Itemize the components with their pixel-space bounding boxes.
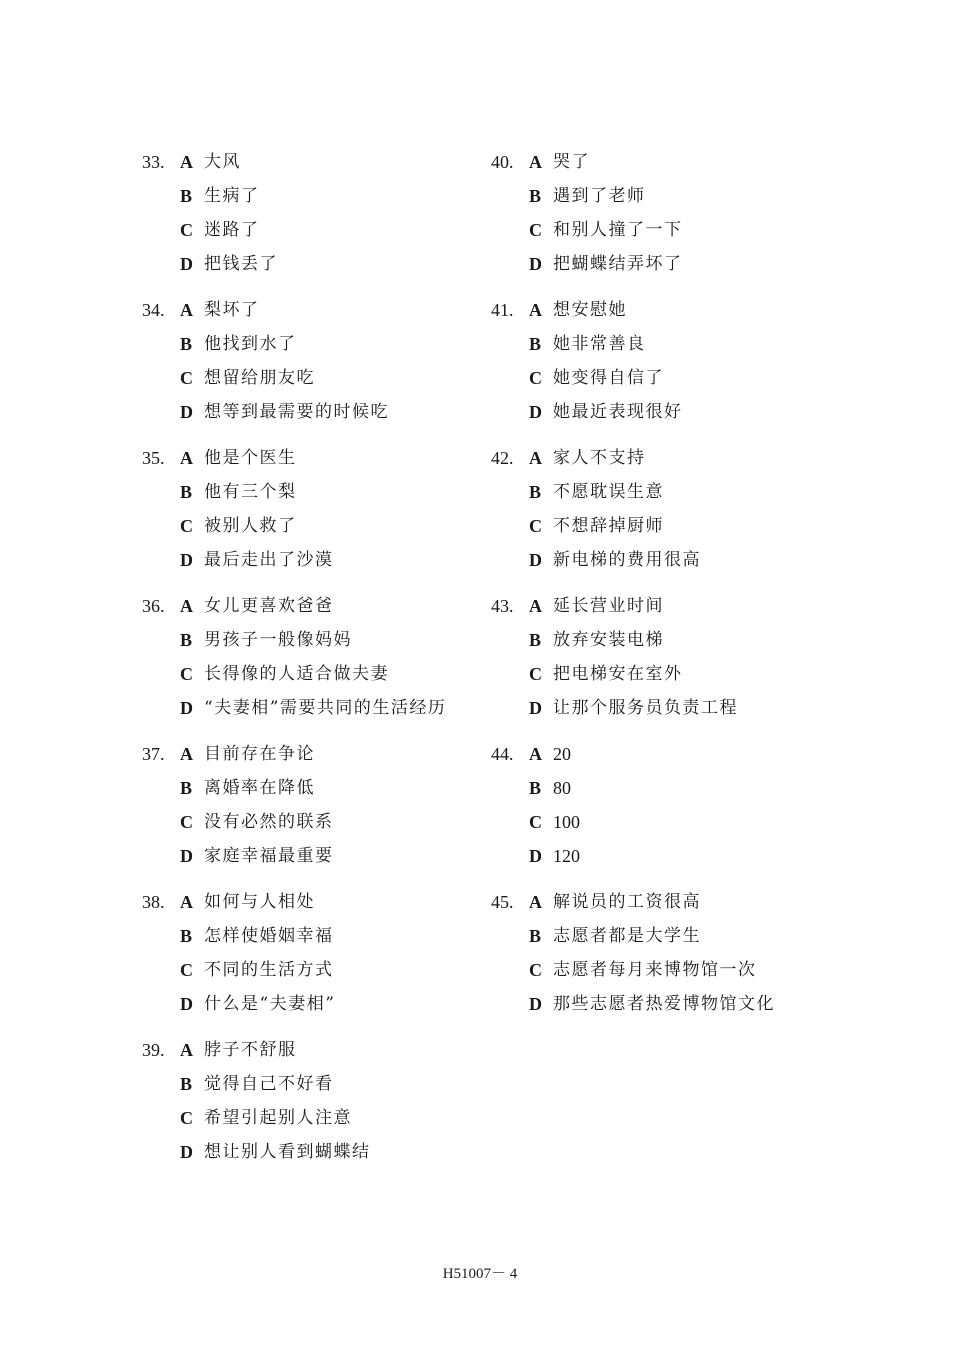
option-text: 没有必然的联系 — [204, 812, 334, 832]
option-letter: C — [529, 368, 542, 388]
option-text: 怎样使婚姻幸福 — [204, 926, 334, 946]
option-text: 家人不支持 — [553, 448, 646, 468]
option-letter: D — [529, 994, 542, 1014]
option-text: 希望引起别人注意 — [204, 1108, 352, 1128]
option-letter: D — [180, 402, 193, 422]
option-letter: A — [529, 596, 542, 616]
option-letter: A — [180, 152, 193, 172]
option-letter: B — [180, 630, 193, 650]
question-number: 40. — [491, 152, 514, 172]
option-letter: C — [180, 812, 193, 832]
option-letter: B — [180, 926, 193, 946]
option-text: 他是个医生 — [204, 448, 297, 468]
option-text: 什么是“夫妻相” — [204, 994, 336, 1014]
option-letter: B — [529, 926, 542, 946]
question-number: 35. — [142, 448, 165, 468]
option-letter: A — [180, 448, 193, 468]
question-number: 33. — [142, 152, 165, 172]
option-text: 大风 — [204, 152, 241, 172]
option-letter: B — [529, 778, 542, 798]
option-text: 不愿耽误生意 — [553, 482, 664, 502]
option-letter: D — [180, 254, 193, 274]
option-text: 想让别人看到蝴蝶结 — [204, 1142, 371, 1162]
option-letter: C — [529, 516, 542, 536]
option-text: 那些志愿者热爱博物馆文化 — [553, 994, 775, 1014]
option-letter: D — [180, 1142, 193, 1162]
question-number: 37. — [142, 744, 165, 764]
option-text: 迷路了 — [204, 220, 260, 240]
option-letter: B — [180, 186, 193, 206]
question-number: 43. — [491, 596, 514, 616]
option-text: 让那个服务员负责工程 — [553, 698, 738, 718]
option-letter: C — [529, 664, 542, 684]
option-text: 被别人救了 — [204, 516, 297, 536]
option-letter: B — [180, 778, 193, 798]
question-number: 41. — [491, 300, 514, 320]
option-text: 和别人撞了一下 — [553, 220, 683, 240]
option-letter: A — [180, 892, 193, 912]
option-letter: C — [529, 812, 542, 832]
option-letter: B — [180, 334, 193, 354]
option-letter: B — [180, 1074, 193, 1094]
option-text: 如何与人相处 — [204, 892, 315, 912]
option-text: 他有三个梨 — [204, 482, 297, 502]
option-text: 女儿更喜欢爸爸 — [204, 596, 334, 616]
option-text: 遇到了老师 — [553, 186, 646, 206]
option-letter: A — [529, 300, 542, 320]
question-number: 44. — [491, 744, 514, 764]
option-text: 梨坏了 — [204, 300, 260, 320]
question-number: 38. — [142, 892, 165, 912]
option-text: 脖子不舒服 — [204, 1040, 297, 1060]
question-number: 42. — [491, 448, 514, 468]
option-letter: D — [180, 846, 193, 866]
option-letter: D — [180, 698, 193, 718]
option-text: 她变得自信了 — [553, 368, 664, 388]
option-text: 120 — [553, 846, 580, 866]
option-text: 目前存在争论 — [204, 744, 315, 764]
option-letter: A — [180, 300, 193, 320]
option-letter: B — [529, 186, 542, 206]
option-letter: B — [529, 334, 542, 354]
option-text: 新电梯的费用很高 — [553, 550, 701, 570]
option-text: 长得像的人适合做夫妻 — [204, 664, 389, 684]
option-letter: D — [529, 402, 542, 422]
option-letter: A — [180, 744, 193, 764]
option-letter: C — [529, 960, 542, 980]
option-letter: C — [180, 664, 193, 684]
option-letter: B — [180, 482, 193, 502]
option-text: 放弃安装电梯 — [553, 630, 664, 650]
page-footer: H51007－ 4 — [442, 1266, 518, 1282]
option-text: 想等到最需要的时候吃 — [204, 402, 389, 422]
option-text: 80 — [553, 778, 571, 798]
option-text: 把钱丢了 — [204, 254, 278, 274]
option-text: 不想辞掉厨师 — [553, 516, 664, 536]
option-text: 想留给朋友吃 — [204, 368, 315, 388]
option-text: 觉得自己不好看 — [204, 1074, 334, 1094]
option-letter: A — [529, 892, 542, 912]
question-number: 36. — [142, 596, 165, 616]
option-letter: C — [180, 1108, 193, 1128]
option-text: 最后走出了沙漠 — [204, 550, 334, 570]
option-text: 志愿者都是大学生 — [553, 926, 701, 946]
question-number: 39. — [142, 1040, 165, 1060]
option-text: 哭了 — [553, 152, 590, 172]
option-letter: A — [180, 1040, 193, 1060]
option-letter: D — [529, 846, 542, 866]
option-text: 离婚率在降低 — [204, 778, 315, 798]
option-text: 她最近表现很好 — [553, 402, 683, 422]
option-text: 延长营业时间 — [553, 596, 664, 616]
option-letter: C — [180, 516, 193, 536]
option-text: 家庭幸福最重要 — [204, 846, 334, 866]
option-letter: D — [180, 550, 193, 570]
option-text: 100 — [553, 812, 580, 832]
option-letter: C — [529, 220, 542, 240]
option-letter: D — [529, 550, 542, 570]
option-letter: A — [529, 744, 542, 764]
option-text: 想安慰她 — [553, 300, 627, 320]
option-letter: B — [529, 482, 542, 502]
option-letter: D — [180, 994, 193, 1014]
option-letter: C — [180, 220, 193, 240]
option-text: 她非常善良 — [553, 334, 646, 354]
option-letter: C — [180, 960, 193, 980]
option-text: “夫妻相”需要共同的生活经历 — [204, 698, 447, 718]
option-letter: B — [529, 630, 542, 650]
question-number: 34. — [142, 300, 165, 320]
option-text: 把电梯安在室外 — [553, 664, 683, 684]
option-text: 解说员的工资很高 — [553, 892, 701, 912]
option-letter: A — [180, 596, 193, 616]
option-text: 20 — [553, 744, 571, 764]
option-text: 把蝴蝶结弄坏了 — [553, 254, 683, 274]
option-letter: D — [529, 698, 542, 718]
option-text: 生病了 — [204, 186, 260, 206]
option-letter: A — [529, 448, 542, 468]
option-letter: A — [529, 152, 542, 172]
option-text: 志愿者每月来博物馆一次 — [553, 960, 757, 980]
question-number: 45. — [491, 892, 514, 912]
option-text: 不同的生活方式 — [204, 960, 334, 980]
option-text: 男孩子一般像妈妈 — [204, 630, 352, 650]
option-letter: C — [180, 368, 193, 388]
option-letter: D — [529, 254, 542, 274]
option-text: 他找到水了 — [204, 334, 297, 354]
